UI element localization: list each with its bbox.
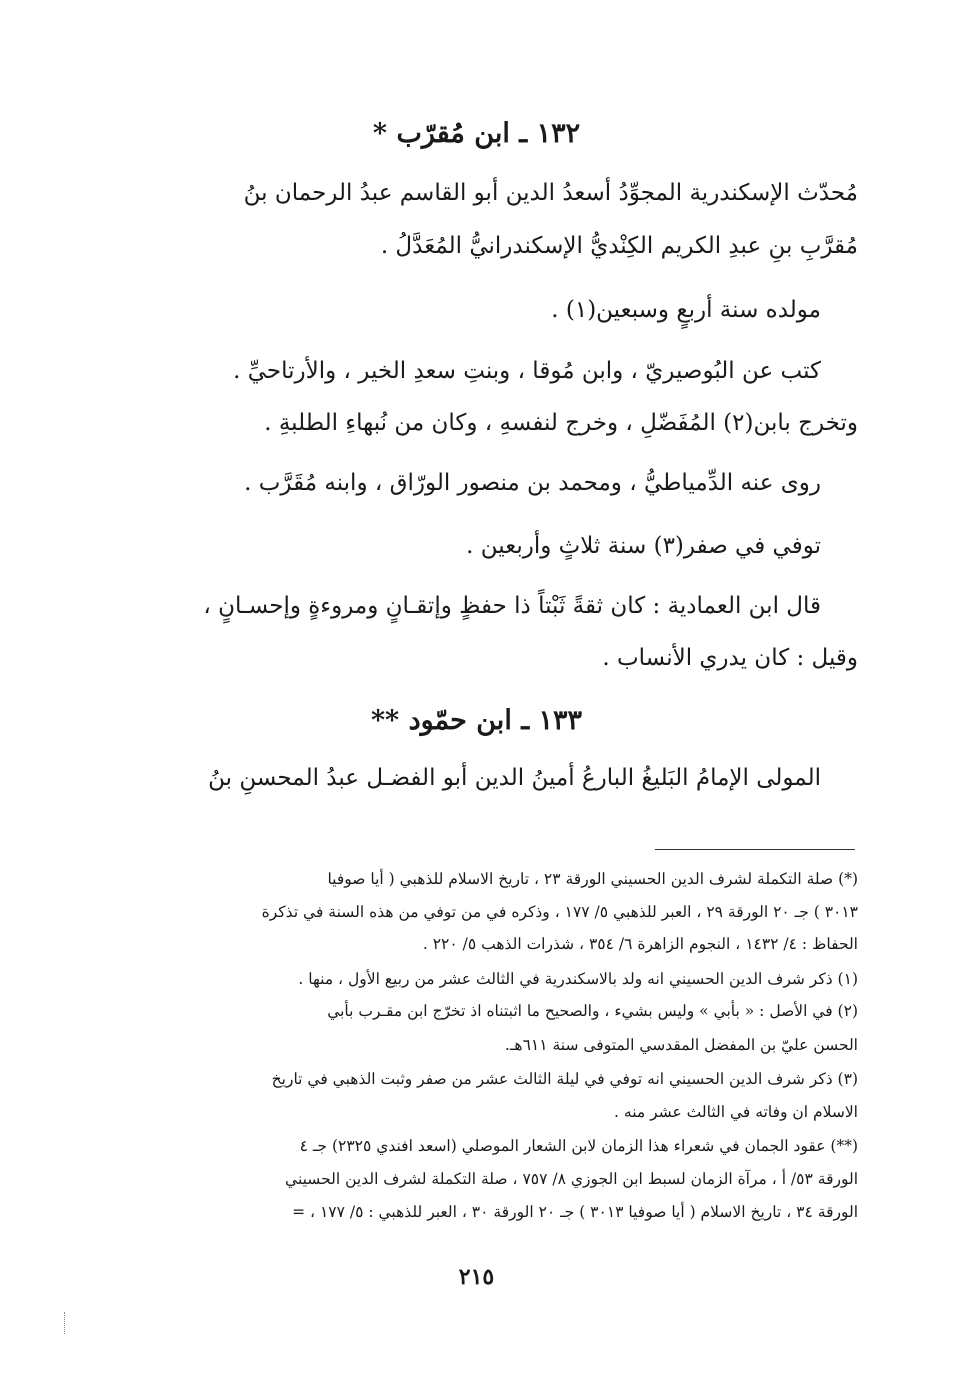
footnote-separator	[655, 849, 855, 850]
footnote-line-4: (١) ذكر شرف الدين الحسيني انه ولد بالاسكندرية في الثالث عشر من ربيع الأول ، منها .	[298, 970, 858, 988]
footnote-line-8: الاسلام ان وفاته في الثالث عشر منه .	[614, 1103, 858, 1121]
entry-133-line-1: المولى الإمامُ البَليغُ البارعُ أمينُ الدين أبو الفضـل عبدُ المحسنِ بنُ	[208, 765, 821, 791]
entry-132-line-1: مُحدّث الإسكندرية المجوِّدُ أسعدُ الدين أبو القاسم عبدُ الرحمان بنُ	[243, 180, 858, 206]
footnote-line-10: الورقة ٥٣/ أ ، مرآة الزمان لسبط ابن الجوزي ٨/ ٧٥٧ ، صلة التكملة لشرف الدين الحسيني	[285, 1170, 858, 1188]
footnote-line-2: ٣٠١٣ ) جـ ٢٠ الورقة ٢٩ ، العبر للذهبي ٥/ ١٧٧ ، وذكره في من توفي من هذه السنة في تذكرة	[261, 903, 858, 921]
entry-132-line-7: توفي في صفر(٣) سنة ثلاثٍ وأربعين .	[466, 533, 821, 559]
entry-132-line-6: روى عنه الدِّمياطيُّ ، ومحمد بن منصور الورّاق ، وابنه مُقَرَّب .	[244, 470, 821, 496]
entry-132-line-2: مُقرَّبِ بنِ عبدِ الكريم الكِنْديُّ الإسكندرانيُّ المُعَدَّلُ .	[380, 233, 858, 259]
entry-132-line-8: قال ابن العمادية : كان ثقةً ثَبْتاً ذا حفظٍ وإتقـانٍ ومروءةٍ وإحسـانٍ ،	[203, 593, 821, 619]
footnote-line-11: الورقة ٣٤ ، تاريخ الاسلام ( أيا صوفيا ٣٠١٣ ) جـ ٢٠ الورقة ٣٠ ، العبر للذهبي : ٥/ ١٧٧ ، =	[292, 1203, 858, 1221]
footnote-line-6: الحسن عليّ بن المفضل المقدسي المتوفى سنة ٦١١هـ.	[504, 1036, 858, 1054]
entry-132-line-3: مولده سنة أربعٍ وسبعين(١) .	[551, 297, 821, 323]
footnote-line-7: (٣) ذكر شرف الدين الحسيني انه توفي في ليلة الثالث عشر من صفر وثبت الذهبي في تاريخ	[271, 1070, 858, 1088]
entry-132-heading: ١٣٢ ـ ابن مُقرّب *	[372, 118, 581, 149]
entry-132-line-5: وتخرج بابن(٢) المُفَضّلِ ، وخرج لنفسهِ ، وكان من نُبهاءِ الطلبةِ .	[264, 410, 858, 436]
footnote-line-5: (٢) في الأصل : « بأبي » وليس بشيء ، والصحيح ما اثبتناه اذ تخرّج ابن مقـرب بأبي	[327, 1002, 858, 1020]
page-number: ٢١٥	[458, 1264, 495, 1290]
entry-132-line-9: وقيل : كان يدري الأنساب .	[602, 645, 858, 671]
footnote-line-9: (**) عقود الجمان في شعراء هذا الزمان لابن الشعار الموصلي (اسعد افندي ٢٣٢٥) جـ ٤	[299, 1137, 858, 1155]
entry-133-heading: ١٣٣ ـ ابن حمّود **	[370, 705, 583, 736]
scan-mark	[64, 1312, 67, 1334]
entry-132-line-4: كتب عن البُوصيريّ ، وابن مُوقا ، وبنتِ سعدِ الخير ، والأرتاحيِّ .	[233, 358, 821, 384]
footnote-line-3: الحفاظ : ٤/ ١٤٣٢ ، النجوم الزاهرة ٦/ ٣٥٤ ، شذرات الذهب ٥/ ٢٢٠ .	[422, 935, 858, 953]
footnote-line-1: (*) صلة التكملة لشرف الدين الحسيني الورقة ٢٣ ، تاريخ الاسلام للذهبي ( أيا صوفيا	[327, 870, 858, 888]
